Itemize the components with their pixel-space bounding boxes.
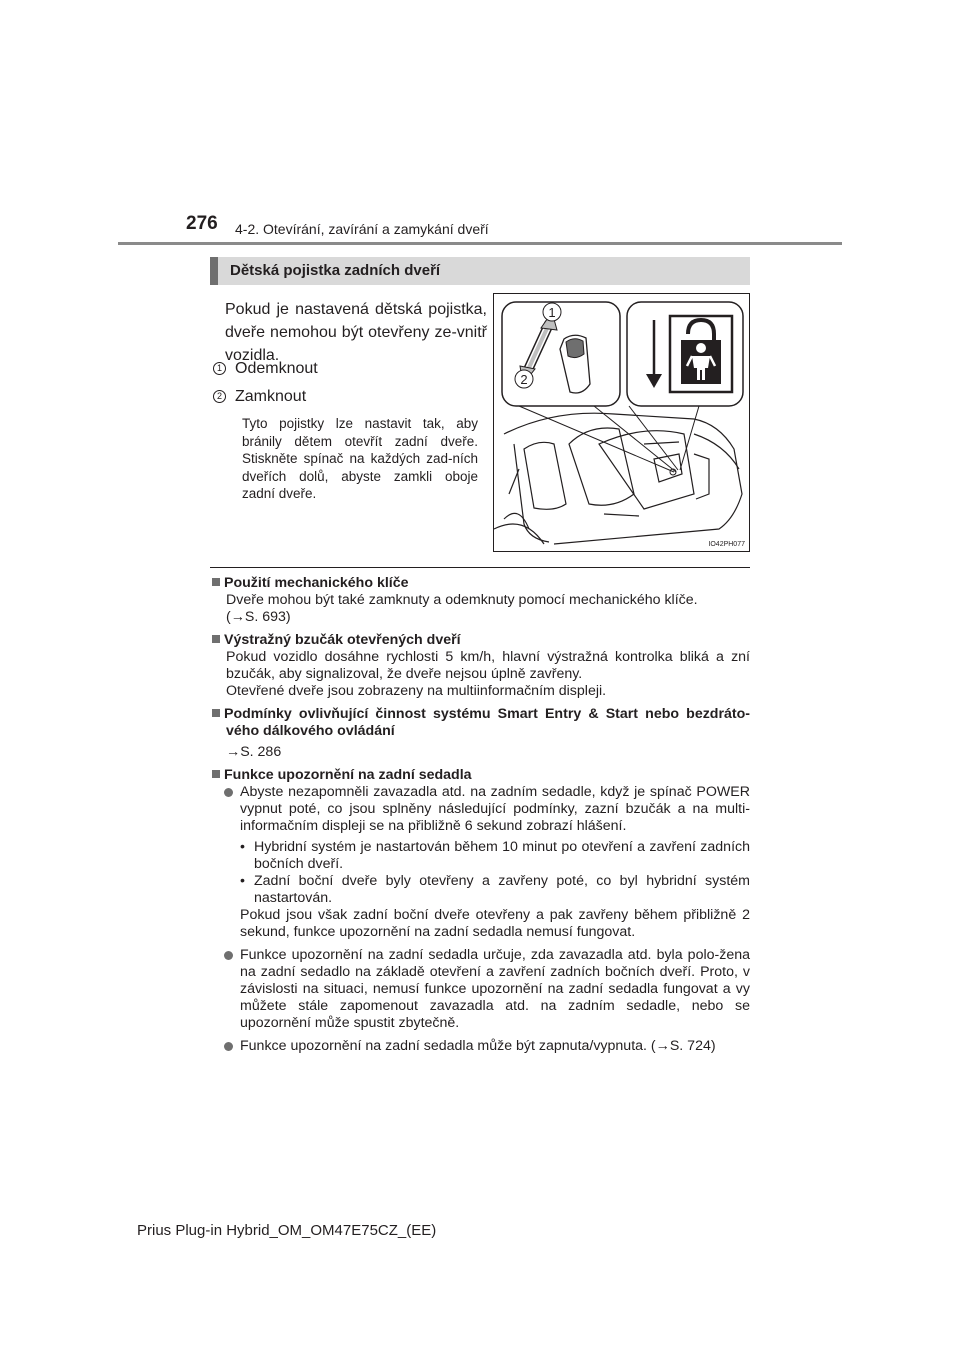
square-bullet-icon: [212, 578, 220, 586]
sub-bullet-marker: •: [240, 839, 245, 855]
figure-callout-1: 1: [548, 305, 556, 320]
option-unlock: [213, 360, 318, 378]
round-bullet-item: Funkce upozornění na zadní sedadla určuje, zda zavazadla atd. byla polo-žena na zadní sedadlo na základě otevření a zavření zadních bočních dveří. Proto, v závislosti na situaci, nemusí funkce upozornění na zadní sedadla fungovat a vy můžete stále zapomenout zavazadla atd. na zadním sedadle, nebo se upozornění může spustit zbytečně.: [212, 947, 750, 1032]
round-bullet-icon: [224, 951, 233, 960]
section-heading: Dětská pojistka zadních dveří: [210, 257, 750, 285]
round-bullet-item: Abyste nezapomněli zavazadla atd. na zadním sedadle, když je spínač POWER vypnut poté, co jsou splněny následující podmínky, zazní bzučák a na multi-informačním displeji se na přibližně 6 sekund zobrazí hlášení.: [212, 784, 750, 835]
item-heading: [212, 706, 750, 740]
item-heading: [212, 575, 750, 592]
item-title: Výstražný bzučák otevřených dveří: [224, 632, 461, 648]
item-title: Použití mechanického klíče: [224, 575, 409, 591]
square-bullet-icon: [212, 635, 220, 643]
item-text: Dveře mohou být také zamknuty a odemknuty pomocí mechanického klíče.: [226, 592, 698, 608]
notes-body: [212, 575, 750, 1055]
round-bullet-item: Funkce upozornění na zadní sedadla může být zapnuta/vypnuta. (→S. 724): [212, 1038, 750, 1055]
section-note: Tyto pojistky lze nastavit tak, aby bránily dětem otevřít zadní dveře. Stiskněte spínač na každých zad-ních dveřích dolů, abyste zamkli oboje zadní dveře.: [242, 416, 478, 501]
square-bullet-icon: [212, 709, 220, 717]
item-text: Pokud vozidlo dosáhne rychlosti 5 km/h, hlavní výstražná kontrolka bliká a zní bzučák, aby signalizoval, že dveře nejsou úplně zavřeny.: [226, 649, 750, 682]
option-label: Zamknout: [235, 388, 307, 405]
item-text: Pokud jsou však zadní boční dveře otevřeny a pak zavřeny během přibližně 2 sekund, funkce upozornění na zadní sedadla nemusí fungovat.: [240, 907, 750, 940]
child-lock-figure: [493, 293, 750, 552]
option-number: 2: [213, 390, 226, 403]
option-number: 1: [213, 362, 226, 375]
footer-text: Prius Plug-in Hybrid_OM_OM47E75CZ_(EE): [137, 1222, 437, 1239]
item-heading: [212, 632, 750, 649]
item-text: Otevřené dveře jsou zobrazeny na multiinformačním displeji.: [226, 683, 607, 699]
car-door-illustration: [494, 294, 749, 551]
page-number: 276: [186, 213, 218, 234]
separator: [210, 567, 750, 568]
header-rule: [118, 242, 842, 245]
round-bullet-icon: [224, 1042, 233, 1051]
item-title: Podmínky ovlivňující činnost systému Smart Entry & Start nebo bezdráto-vého dálkového ovládání: [224, 706, 750, 739]
item-heading: [212, 767, 750, 784]
sub-item: • Zadní boční dveře byly otevřeny a zavřeny poté, co byl hybridní systém nastartován.: [240, 873, 750, 906]
section-intro: Pokud je nastavená dětská pojistka, dveře nemohou být otevřeny ze-vnitř vozidla.: [225, 301, 487, 364]
round-bullet-icon: [224, 788, 233, 797]
option-label: Odemknout: [235, 360, 318, 377]
figure-code: IO42PH077: [708, 541, 745, 548]
item-ref: (→S. 693): [226, 609, 291, 625]
figure-callout-2: 2: [520, 372, 528, 387]
sub-bullet-marker: •: [240, 873, 245, 889]
item-ref: →S. 286: [226, 744, 282, 760]
option-lock: [213, 388, 306, 406]
sub-item: • Hybridní systém je nastartován během 10 minut po otevření a zavření zadních bočních dveří.: [240, 839, 750, 872]
item-title: Funkce upozornění na zadní sedadla: [224, 767, 472, 783]
chapter-title: 4-2. Otevírání, zavírání a zamykání dveří: [235, 221, 489, 237]
square-bullet-icon: [212, 770, 220, 778]
